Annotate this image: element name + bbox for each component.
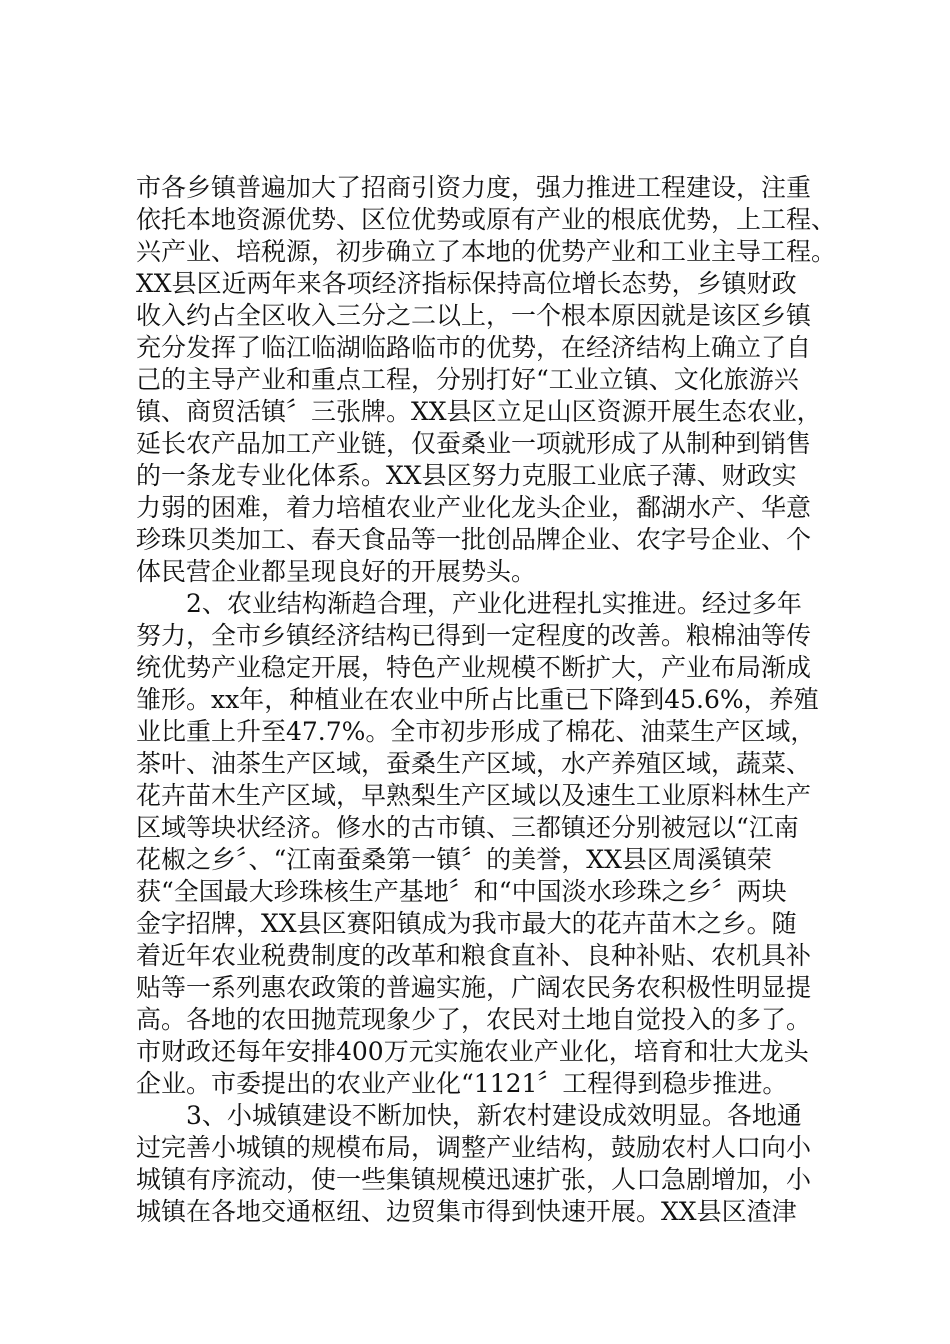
text-line: 获“全国最大珍珠核生产基地〞和“中国淡水珍珠之乡〞两块: [136, 877, 787, 906]
text-line: 珍珠贝类加工、春天食品等一批创品牌企业、农字号企业、个: [136, 525, 812, 554]
text-line: 金字招牌，XX县区赛阳镇成为我市最大的花卉苗木之乡。随: [136, 909, 797, 938]
text-line: 企业。市委提出的农业产业化“1121〞工程得到稳步推进。: [136, 1069, 788, 1098]
section-heading-line: 2、农业结构渐趋合理，产业化进程扎实推进。经过多年: [186, 589, 802, 618]
text-line: 努力，全市乡镇经济结构已得到一定程度的改善。粮棉油等传: [136, 621, 812, 650]
text-line: 茶叶、油茶生产区域，蚕桑生产区域，水产养殖区域，蔬菜、: [136, 749, 812, 778]
text-line: 城镇有序流动，使一些集镇规模迅速扩张，人口急剧增加，小: [136, 1165, 812, 1194]
text-line: 贴等一系列惠农政策的普遍实施，广阔农民务农积极性明显提: [136, 973, 812, 1002]
text-line: 兴产业、培税源，初步确立了本地的优势产业和工业主导工程。: [136, 237, 837, 266]
section-heading-line: 3、小城镇建设不断加快，新农村建设成效明显。各地通: [186, 1101, 802, 1130]
text-line: 着近年农业税费制度的改革和粮食直补、良种补贴、农机具补: [136, 941, 812, 970]
text-line: 体民营企业都呈现良好的开展势头。: [136, 557, 537, 586]
text-line: 高。各地的农田抛荒现象少了，农民对土地自觉投入的多了。: [136, 1005, 812, 1034]
text-line: XX县区近两年来各项经济指标保持高位增长态势，乡镇财政: [136, 269, 797, 298]
text-line: 统优势产业稳定开展，特色产业规模不断扩大，产业布局渐成: [136, 653, 812, 682]
text-line: 力弱的困难，着力培植农业产业化龙头企业，鄱湖水产、华意: [136, 493, 812, 522]
text-line: 市各乡镇普遍加大了招商引资力度，强力推进工程建设，注重: [136, 173, 812, 202]
text-line: 区域等块状经济。修水的古市镇、三都镇还分别被冠以“江南: [136, 813, 799, 842]
text-line: 业比重上升至47.7%。全市初步形成了棉花、油菜生产区域，: [136, 717, 816, 746]
text-line: 收入约占全区收入三分之二以上，一个根本原因就是该区乡镇: [136, 301, 812, 330]
text-line: 雏形。xx年，种植业在农业中所占比重已下降到45.6%，养殖: [136, 685, 819, 714]
text-line: 的一条龙专业化体系。XX县区努力克服工业底子薄、财政实: [136, 461, 797, 490]
text-line: 依托本地资源优势、区位优势或原有产业的根底优势，上工程、: [136, 205, 837, 234]
text-line: 城镇在各地交通枢纽、边贸集市得到快速开展。XX县区渣津: [136, 1197, 797, 1226]
text-line: 花卉苗木生产区域，早熟梨生产区域以及速生工业原料林生产: [136, 781, 812, 810]
text-line: 市财政还每年安排400万元实施农业产业化，培育和壮大龙头: [136, 1037, 809, 1066]
text-line: 镇、商贸活镇〞三张牌。XX县区立足山区资源开展生态农业，: [136, 397, 822, 426]
body-text: [136, 172, 836, 1228]
text-line: 己的主导产业和重点工程，分别打好“工业立镇、文化旅游兴: [136, 365, 799, 394]
text-line: 过完善小城镇的规模布局，调整产业结构，鼓励农村人口向小: [136, 1133, 812, 1162]
text-line: 延长农产品加工产业链，仅蚕桑业一项就形成了从制种到销售: [136, 429, 812, 458]
text-line: 花椒之乡〞、“江南蚕桑第一镇〞的美誉，XX县区周溪镇荣: [136, 845, 772, 874]
text-line: 充分发挥了临江临湖临路临市的优势，在经济结构上确立了自: [136, 333, 812, 362]
